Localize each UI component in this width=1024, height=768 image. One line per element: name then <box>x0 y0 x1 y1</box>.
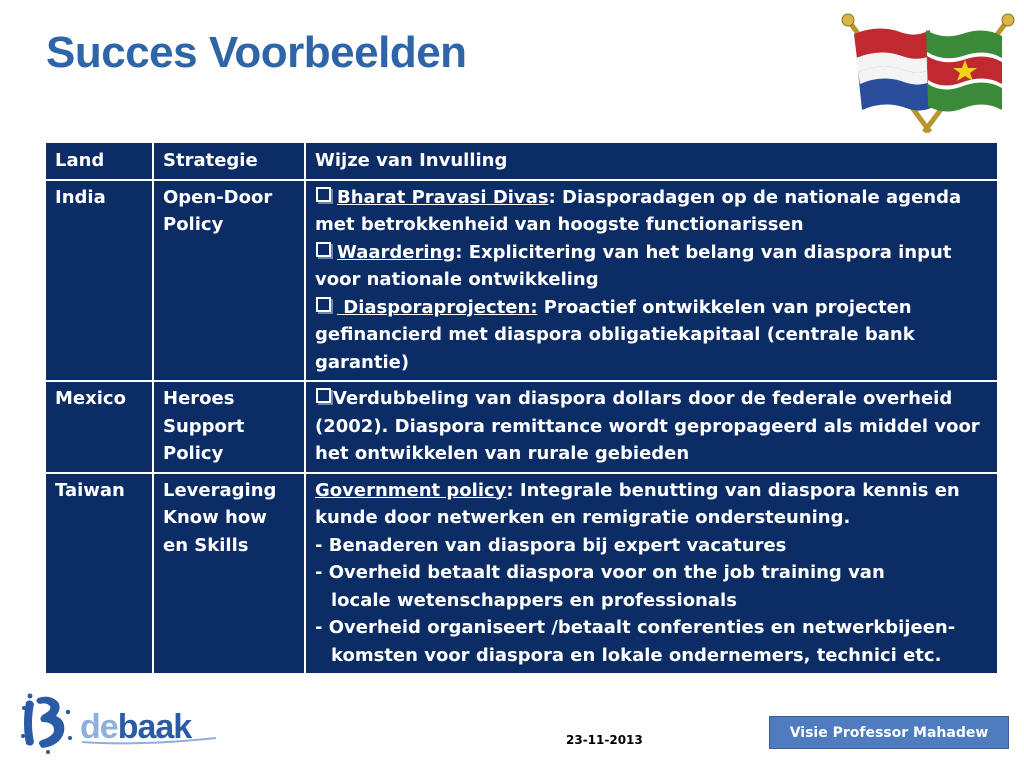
cell-land: Mexico <box>45 381 153 473</box>
policy-statement <box>315 477 989 532</box>
cell-land: India <box>45 180 153 382</box>
table-header-row <box>45 142 998 180</box>
slide-title: Succes Voorbeelden <box>46 28 467 77</box>
policy-text: : Integrale benutting van diaspora kennis en kunde door netwerken en remigratie ondersteuning. <box>315 479 960 528</box>
header-land: Land <box>45 142 153 180</box>
crossed-flags-icon <box>838 10 1018 135</box>
list-item-line: - Overheid organiseert /betaalt conferenties en netwerkbijeen- <box>315 617 956 638</box>
footer-badge: Visie Professor Mahadew <box>769 716 1009 749</box>
cell-strategie: Heroes Support Policy <box>153 381 305 473</box>
header-strategie: Strategie <box>153 142 305 180</box>
item-text: : Diasporadagen op de nationale agenda met betrokkenheid van hoogste functionarissen <box>315 186 962 235</box>
header-wijze-van-invulling: Wijze van Invulling <box>305 142 998 180</box>
list-item <box>315 614 989 669</box>
success-examples-table <box>44 141 999 675</box>
list-item-continuation: komsten voor diaspora en lokale ondernemers, technici etc. <box>331 644 942 666</box>
checkbox-bullet-icon <box>316 388 331 403</box>
list-item <box>315 385 989 468</box>
list-item: - Benaderen van diaspora bij expert vacatures <box>315 534 787 556</box>
cell-invulling <box>305 381 998 473</box>
logo-text: debaak <box>80 708 192 746</box>
cell-land: Taiwan <box>45 473 153 675</box>
list-item-line: - Overheid betaalt diaspora voor on the job training van <box>315 562 885 583</box>
table-row-taiwan <box>45 473 998 675</box>
debaak-logo-icon <box>20 692 225 754</box>
table-row-india <box>45 180 998 382</box>
footer-date: 23-11-2013 <box>566 733 643 747</box>
cell-invulling <box>305 473 998 675</box>
suriname-flag-icon <box>924 14 1014 132</box>
item-text: Proactief ontwikkelen van projecten gefinancierd met diaspora obligatiekapitaal (centrale bank garantie) <box>315 296 915 373</box>
list-item <box>315 184 989 239</box>
netherlands-flag-icon <box>842 14 935 132</box>
list-item <box>315 294 989 377</box>
checkbox-bullet-icon <box>316 242 331 257</box>
item-text: Verdubbeling van diaspora dollars door de federale overheid (2002). Diaspora remittance wordt gepropageerd als middel voor het ontwikkelen van rurale gebieden <box>315 388 980 464</box>
item-term: Waardering <box>337 241 456 263</box>
item-text: : Explicitering van het belang van diaspora input voor nationale ontwikkeling <box>315 241 952 290</box>
item-term: Bharat Pravasi Divas <box>337 186 549 208</box>
cell-invulling <box>305 180 998 382</box>
cell-strategie: Open-Door Policy <box>153 180 305 382</box>
policy-term: Government policy <box>315 479 507 501</box>
list-item <box>315 559 989 614</box>
checkbox-bullet-icon <box>316 187 331 202</box>
checkbox-bullet-icon <box>316 297 331 312</box>
table-row-mexico <box>45 381 998 473</box>
item-term: Diasporaprojecten: <box>337 296 538 318</box>
cell-strategie: Leveraging Know how en Skills <box>153 473 305 675</box>
list-item-continuation: locale wetenschappers en professionals <box>331 589 737 611</box>
list-item <box>315 239 989 294</box>
